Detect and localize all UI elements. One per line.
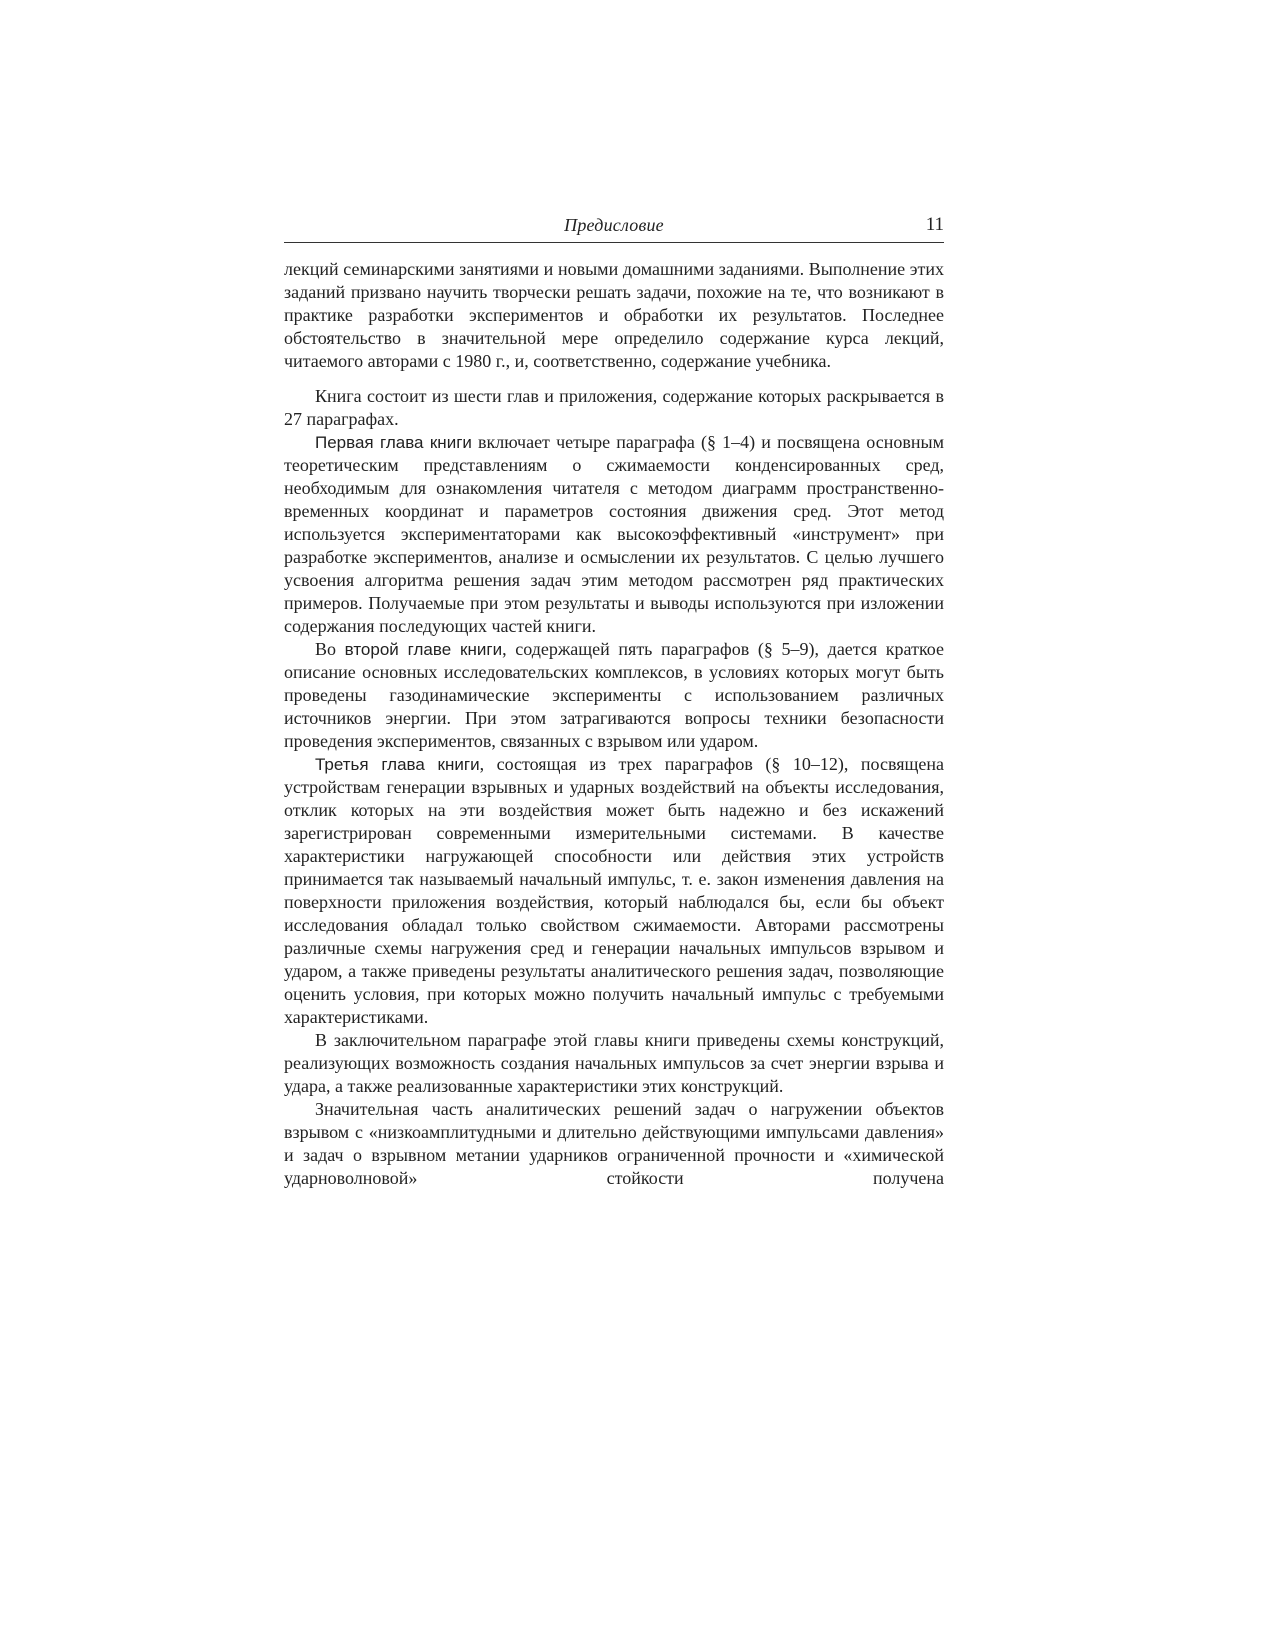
- paragraph-text: , содержащей пять параграфов (§ 5–9), дается краткое описание основных исследовательских комплексов, в условиях которых могут быть проведены газодинамические эксперименты с использованием различных источников энергии. При этом затрагиваются вопросы техники безопасности проведения экспериментов, связанных с взрывом или ударом.: [284, 639, 944, 751]
- page-number: 11: [925, 214, 944, 235]
- text-body: [284, 258, 944, 1190]
- paragraph-text: Книга состоит из шести глав и приложения, содержание которых раскрывается в 27 параграфах.: [284, 386, 944, 429]
- paragraph-continuation: [284, 258, 944, 373]
- paragraph-chapter-3: [284, 753, 944, 1029]
- paragraph-chapter-2: [284, 638, 944, 753]
- paragraph-text: Значительная часть аналитических решений задач о нагружении объектов взрывом с «низкоамплитудными и длительно действующими импульсами давления» и задач о взрывном метании ударников ограниченной прочности и «химической ударноволновой» стойкости получена: [284, 1099, 944, 1188]
- paragraph-final-section: [284, 1029, 944, 1098]
- paragraph-text: , состоящая из трех параграфов (§ 10–12), посвящена устройствам генерации взрывных и ударных воздействий на объекты исследования, отклик которых на эти воздействия может быть надежно и без искажений зарегистрирован современными измерительными системами. В качестве характеристики нагружающей способности или действия этих устройств принимается так называемый начальный импульс, т. е. закон изменения давления на поверхности приложения воздействия, который наблюдался бы, если бы объект исследования обладал только свойством сжимаемости. Авторами рассмотрены различные схемы нагружения сред и генерации начальных импульсов взрывом и ударом, а также приведены результаты аналитического решения задач, позволяющие оценить условия, при которых можно получить начальный импульс с требуемыми характеристиками.: [284, 754, 945, 1027]
- paragraph-chapter-1: [284, 431, 944, 638]
- paragraph-text: В заключительном параграфе этой главы книги приведены схемы конструкций, реализующих возможность создания начальных импульсов за счет энергии взрыва и удара, а также реализованные характеристики этих конструкций.: [284, 1030, 944, 1096]
- page-header: [284, 212, 944, 243]
- paragraph-text: лекций семинарскими занятиями и новыми домашними заданиями. Выполнение этих заданий призвано научить творчески решать задачи, похожие на те, что возникают в практике разработки экспериментов и обработки их результатов. Последнее обстоятельство в значительной мере определило содержание курса лекций, читаемого авторами с 1980 г., и, соответственно, содержание учебника.: [284, 259, 944, 371]
- running-title: Предисловие: [564, 215, 664, 235]
- chapter-2-lead: второй главе книги: [344, 640, 503, 659]
- paragraph-book-structure: [284, 385, 944, 431]
- paragraph-analytical-solutions: [284, 1098, 944, 1190]
- chapter-1-lead: Первая глава книги: [315, 433, 472, 452]
- paragraph-prefix: Во: [315, 639, 345, 659]
- chapter-3-lead: Третья глава книги: [315, 755, 480, 774]
- paragraph-text: включает четыре параграфа (§ 1–4) и посвящена основным теоретическим представлениям о сжимаемости конденсированных сред, необходимым для ознакомления читателя с методом диаграмм пространственно-временных координат и параметров состояния движения сред. Этот метод используется экспериментаторами как высокоэффективный «инструмент» при разработке экспериментов, анализе и осмыслении их результатов. С целью лучшего усвоения алгоритма решения задач этим методом рассмотрен ряд практических примеров. Получаемые при этом результаты и выводы используются при изложении содержания последующих частей книги.: [284, 432, 944, 636]
